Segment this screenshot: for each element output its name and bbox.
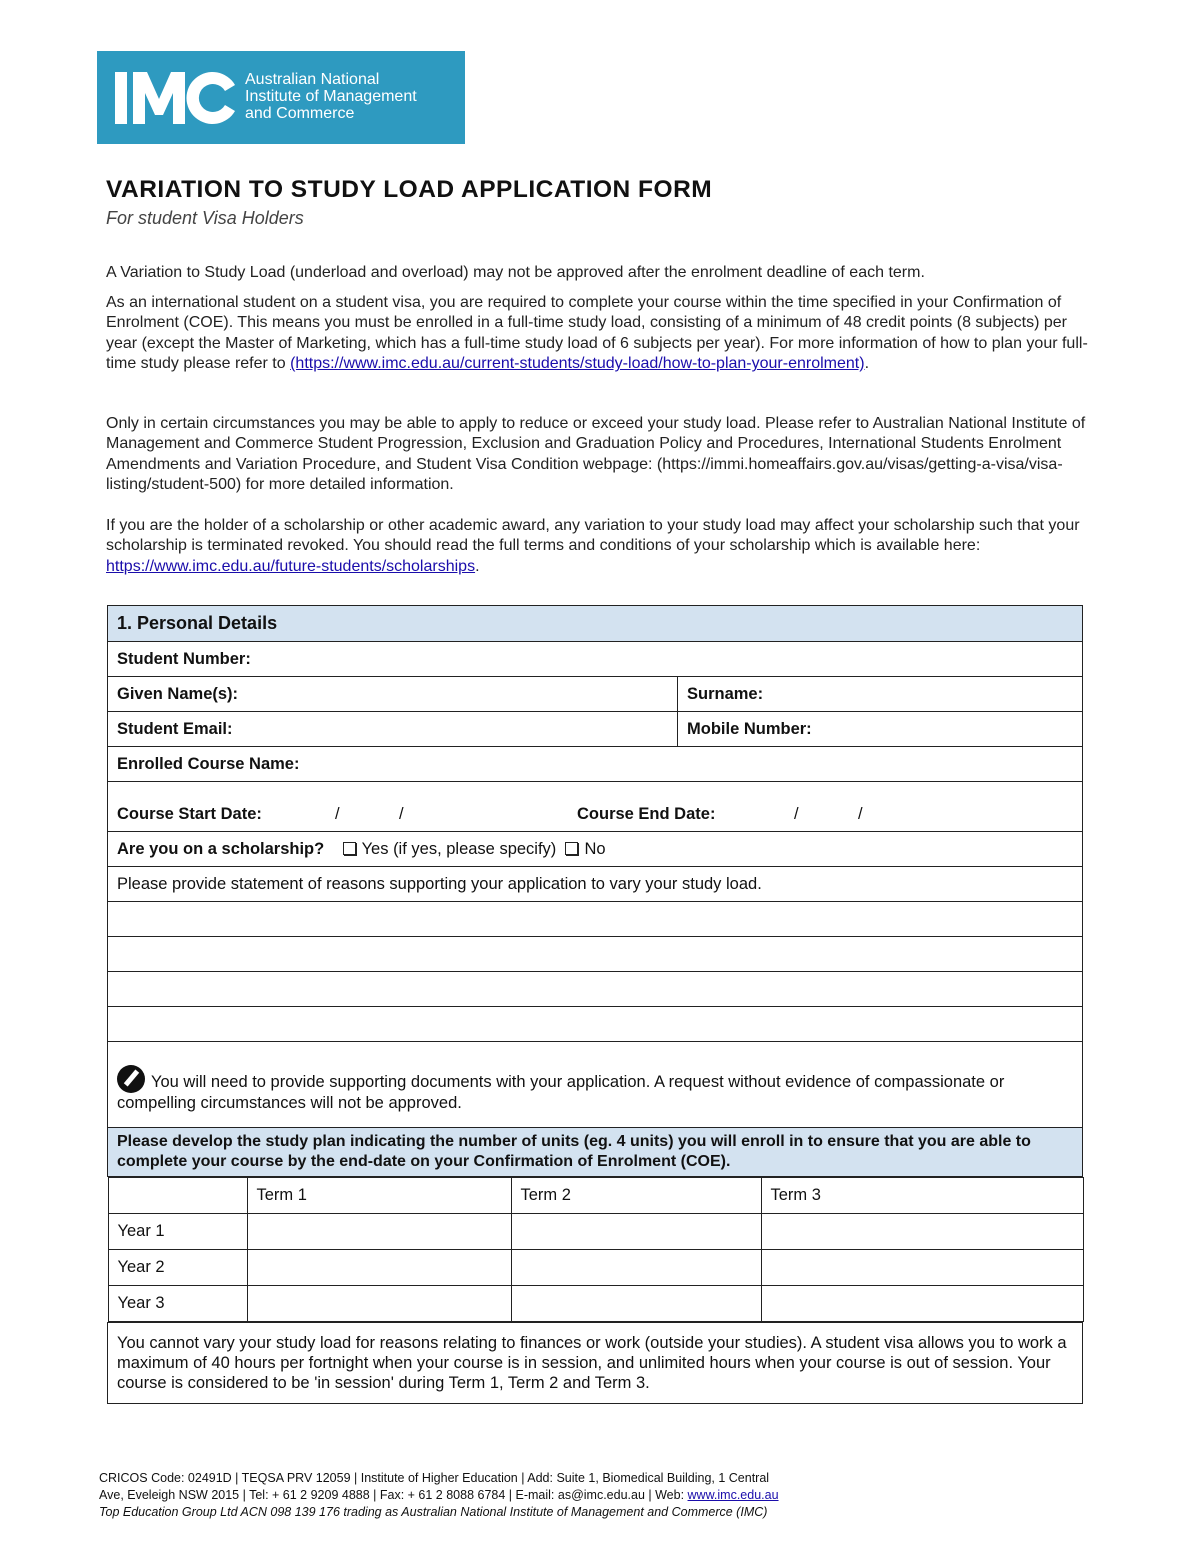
- course-dates-row[interactable]: [108, 782, 1083, 832]
- term-3-header: Term 3: [761, 1178, 1083, 1214]
- course-name-field[interactable]: Enrolled Course Name:: [108, 747, 1083, 782]
- course-start-date-label: Course Start Date:: [117, 805, 262, 823]
- institution-logo: [97, 51, 465, 144]
- intro-p2-end: .: [864, 355, 870, 373]
- start-date-sep-2: /: [399, 805, 404, 823]
- intro-paragraph-4: [106, 516, 1091, 577]
- intro-paragraph-2: [106, 293, 1091, 375]
- scholarship-question: Are you on a scholarship?: [117, 839, 325, 858]
- reasons-line-1[interactable]: [108, 902, 1083, 937]
- year-1-label: Year 1: [108, 1214, 247, 1250]
- year-3-term-3-cell[interactable]: [761, 1286, 1083, 1322]
- footer-line-1: CRICOS Code: 02491D | TEQSA PRV 12059 | Institute of Higher Education | Add: Suite 1, Biomedical Building, 1 Central: [99, 1471, 770, 1485]
- year-1-term-3-cell[interactable]: [761, 1214, 1083, 1250]
- year-3-label: Year 3: [108, 1286, 247, 1322]
- end-date-sep-1: /: [794, 805, 799, 823]
- given-names-field[interactable]: Given Name(s):: [108, 677, 678, 712]
- reasons-line-2[interactable]: [108, 937, 1083, 972]
- yes-option-label: Yes (if yes, please specify): [361, 839, 557, 858]
- study-load-link[interactable]: (https://www.imc.edu.au/current-students/study-load/how-to-plan-your-enrolment): [290, 355, 865, 373]
- no-option-label: No: [584, 839, 606, 858]
- form-title: VARIATION TO STUDY LOAD APPLICATION FORM: [106, 176, 713, 203]
- grid-corner: [108, 1178, 247, 1214]
- year-1-term-2-cell[interactable]: [511, 1214, 761, 1250]
- year-2-term-1-cell[interactable]: [247, 1250, 511, 1286]
- no-checkbox[interactable]: [565, 842, 578, 855]
- website-link[interactable]: www.imc.edu.au: [687, 1488, 779, 1502]
- section-title: 1. Personal Details: [108, 606, 1083, 642]
- year-2-term-3-cell[interactable]: [761, 1250, 1083, 1286]
- intro-paragraph-1: A Variation to Study Load (underload and overload) may not be approved after the enrolment deadline of each term.: [106, 264, 925, 281]
- year-2-term-2-cell[interactable]: [511, 1250, 761, 1286]
- logo-line-2: Institute of Management: [245, 88, 417, 105]
- intro-p4-text: If you are the holder of a scholarship or other academic award, any variation to your study load may affect your scholarship such that your scholarship is terminated revoked. You should read the full terms and conditions of your scholarship which is available here:: [106, 517, 1080, 555]
- intro-p2-text: As an international student on a student visa, you are required to complete your course within the time specified in your Confirmation of Enrolment (COE). This means you must be enrolled in a full-time study load, consisting of a minimum of 48 credit points (8 subjects) per year (except the Master of Marketing, which has a full-time study load of 6 subjects per year). For more information of how to plan your full-time study please refer to: [106, 294, 1088, 373]
- year-1-term-1-cell[interactable]: [247, 1214, 511, 1250]
- reasons-line-3[interactable]: [108, 972, 1083, 1007]
- logo-line-1: Australian National: [245, 71, 380, 88]
- start-date-sep-1: /: [335, 805, 340, 823]
- supporting-docs-note: [108, 1042, 1083, 1128]
- pen-icon: [117, 1065, 145, 1093]
- reasons-prompt: Please provide statement of reasons supporting your application to vary your study load.: [108, 867, 1083, 902]
- year-2-label: Year 2: [108, 1250, 247, 1286]
- end-date-sep-2: /: [858, 805, 863, 823]
- study-plan-grid: [108, 1177, 1084, 1322]
- term-1-header: Term 1: [247, 1178, 511, 1214]
- study-plan-instruction: Please develop the study plan indicating the number of units (eg. 4 units) you will enroll in to ensure that you are able to complete your course by the end-date on your Confirmation of Enrolment (COE).: [108, 1128, 1083, 1177]
- course-end-date-label: Course End Date:: [577, 805, 716, 823]
- intro-paragraph-3: Only in certain circumstances you may be able to apply to reduce or exceed your study load. Please refer to Australian National Institute of Management and Commerce Student Progression, Exclusion and Graduation Policy and Procedures, International Students Enrolment Amendments and Variation Procedure, and Student Visa Condition webpage: (https://immi.homeaffairs.gov.au/visas/getting-a-visa/visa-listing/student-500) for more detailed information.: [106, 415, 1086, 494]
- yes-checkbox[interactable]: [343, 842, 356, 855]
- imc-logo-mark: [115, 69, 235, 127]
- mobile-number-field[interactable]: Mobile Number:: [678, 712, 1083, 747]
- footer-line-2-text: Ave, Eveleigh NSW 2015 | Tel: + 61 2 9209 4888 | Fax: + 61 2 8088 6784 | E-mail: as@imc.edu.au | Web:: [99, 1488, 688, 1502]
- student-number-field[interactable]: Student Number:: [108, 642, 1083, 677]
- year-3-term-2-cell[interactable]: [511, 1286, 761, 1322]
- personal-details-form: [107, 605, 1083, 1404]
- logo-text: [245, 71, 417, 122]
- reasons-line-4[interactable]: [108, 1007, 1083, 1042]
- surname-field[interactable]: Surname:: [678, 677, 1083, 712]
- form-subtitle: For student Visa Holders: [106, 208, 304, 228]
- footer-line-3: Top Education Group Ltd ACN 098 139 176 trading as Australian National Institute of Management and Commerce (IMC): [99, 1505, 768, 1519]
- work-hours-note: You cannot vary your study load for reasons relating to finances or work (outside your studies). A student visa allows you to work a maximum of 40 hours per fortnight when your course is in session, and unlimited hours when your course is out of session. Your course is considered to be 'in session' during Term 1, Term 2 and Term 3.: [108, 1323, 1083, 1404]
- study-plan-container: [108, 1177, 1083, 1323]
- student-email-field[interactable]: Student Email:: [108, 712, 678, 747]
- footer-line-2: [99, 1487, 979, 1504]
- intro-p4-end: .: [475, 557, 480, 575]
- logo-line-3: and Commerce: [245, 105, 355, 122]
- supporting-docs-text: You will need to provide supporting documents with your application. A request without evidence of compassionate or compelling circumstances will not be approved.: [117, 1072, 1005, 1112]
- scholarship-row: [108, 832, 1083, 867]
- page-footer: [99, 1470, 979, 1521]
- scholarships-link[interactable]: https://www.imc.edu.au/future-students/scholarships: [106, 557, 476, 575]
- year-3-term-1-cell[interactable]: [247, 1286, 511, 1322]
- term-2-header: Term 2: [511, 1178, 761, 1214]
